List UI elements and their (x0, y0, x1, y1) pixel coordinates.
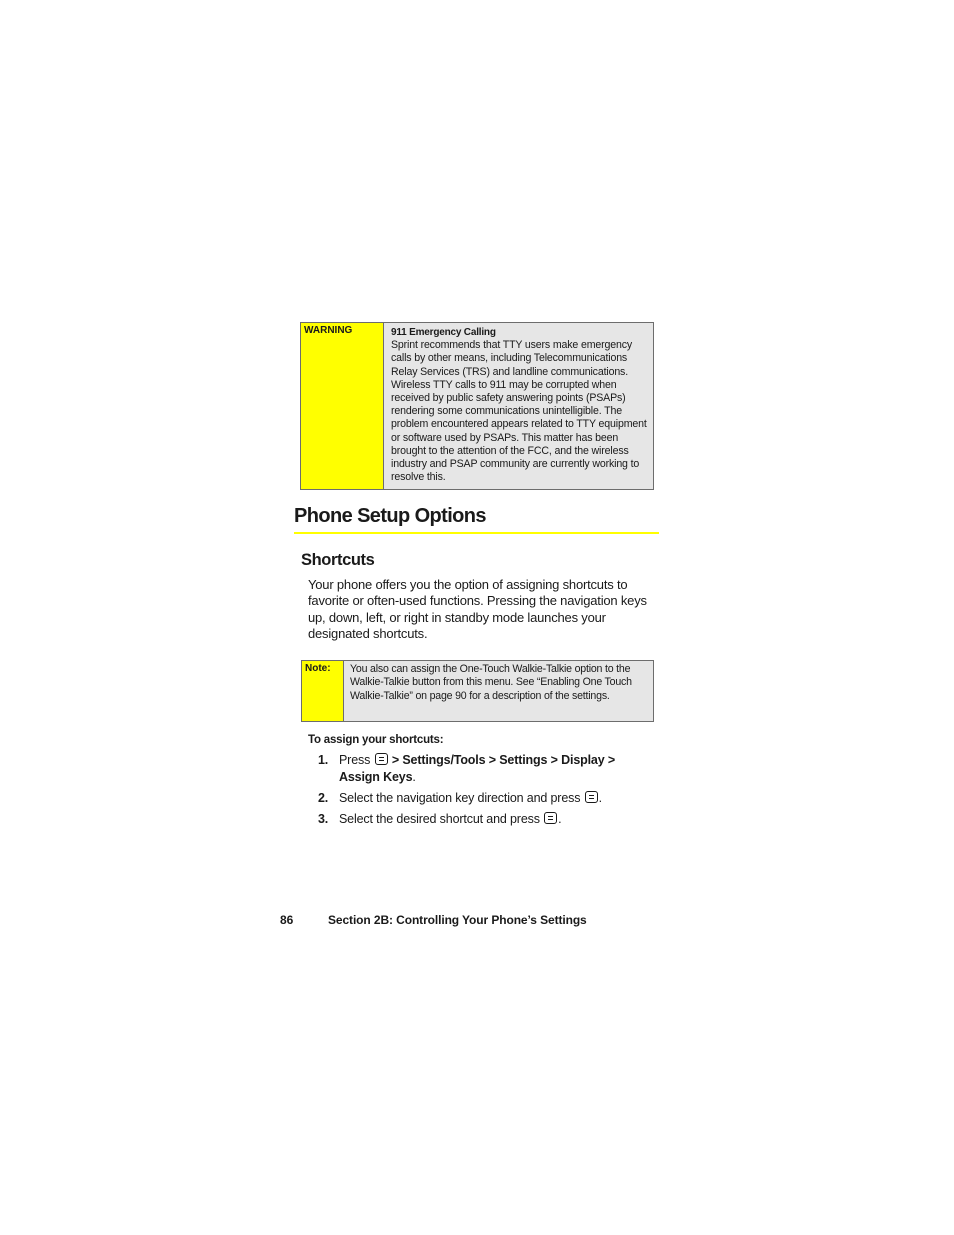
page-number: 86 (280, 913, 294, 927)
menu-path: > Settings/Tools > Settings > Display > (391, 753, 616, 767)
step-number: 1. (318, 753, 329, 767)
warning-content (384, 323, 653, 489)
warning-body: Sprint recommends that TTY users make emergency calls by other means, including Telecommunications Relay Services (TRS) and landline communications. Wireless TTY calls to 911 may be corrupted when received by public safety answering points (PSAPs) rendering some communications unintelligible. The problem encountered appears related to TTY equipment or software used by PSAPs. This matter has been brought to the attention of the FCC, and the wireless industry and PSAP community are currently working to resolve this. (391, 339, 647, 484)
menu-ok-key-icon (375, 753, 388, 765)
menu-ok-key-icon (544, 812, 557, 824)
warning-box (300, 322, 654, 490)
section-subheading: Shortcuts (301, 551, 375, 569)
note-label: Note: (302, 661, 344, 721)
menu-ok-key-icon (585, 791, 598, 803)
menu-path-final: Assign Keys (339, 770, 413, 784)
heading-rule (294, 532, 659, 534)
step-end: . (412, 770, 416, 784)
step-end: . (598, 791, 602, 805)
step-end: . (558, 812, 562, 826)
instructions-label: To assign your shortcuts: (308, 734, 444, 746)
step-1 (318, 752, 615, 786)
step-press-text: Press (339, 753, 371, 767)
step-3 (318, 811, 561, 828)
note-body: You also can assign the One-Touch Walkie-Talkie option to the Walkie-Talkie button from this menu. See “Enabling One Touch Walkie-Talkie” on page 90 for a description of the settings. (344, 661, 653, 721)
step-2 (318, 790, 602, 807)
step-text: Select the navigation key direction and press (339, 791, 581, 805)
step-text: Select the desired shortcut and press (339, 812, 540, 826)
note-box (301, 660, 654, 722)
warning-label: WARNING (301, 323, 384, 489)
intro-paragraph: Your phone offers you the option of assigning shortcuts to favorite or often-used functions. Pressing the navigation keys up, down, left, or right in standby mode launches your designated shortcuts. (308, 577, 647, 641)
warning-title: 911 Emergency Calling (391, 327, 496, 338)
page-heading: Phone Setup Options (294, 505, 486, 527)
footer-section-title: Section 2B: Controlling Your Phone’s Settings (328, 913, 587, 927)
step-number: 2. (318, 791, 329, 805)
step-number: 3. (318, 812, 329, 826)
